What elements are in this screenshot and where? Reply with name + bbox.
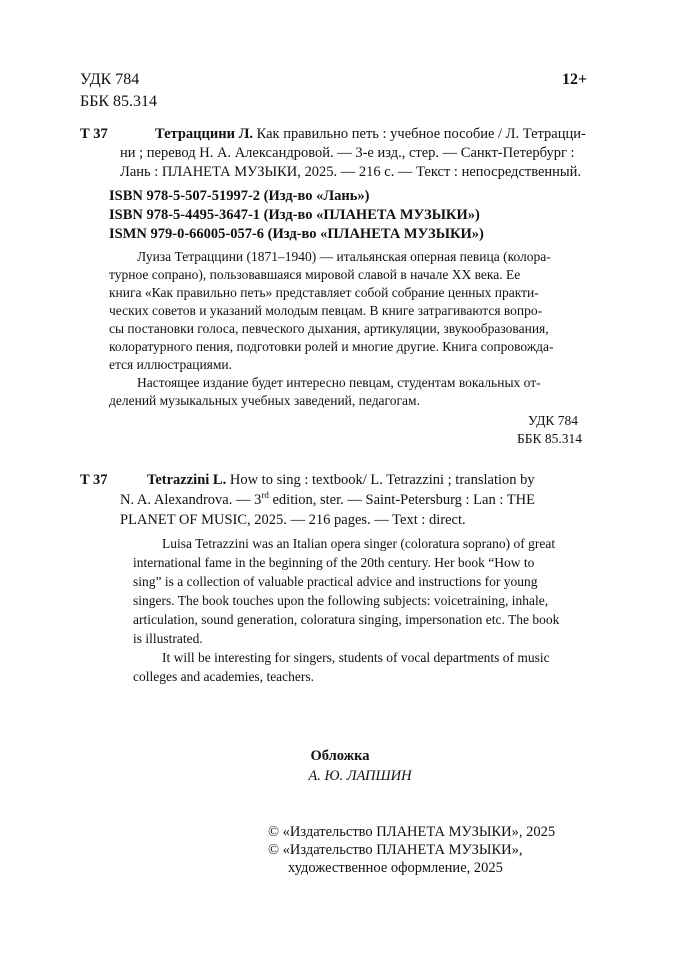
en-abstract-line: international fame in the beginning of the 20th century. Her book “How to (133, 555, 535, 570)
ru-abstract-line: сы постановки голоса, певческого дыхания, артикуляции, звукообразования, (109, 321, 549, 336)
en-abstract-line: sing” is a collection of valuable practical advice and instructions for young (133, 574, 538, 589)
en-abstract-line: singers. The book touches upon the following subjects: voicetraining, inhale, (133, 593, 549, 608)
ru-abstract-line: Луиза Тетраццини (1871–1940) — итальянская оперная певица (колора- (137, 249, 551, 264)
ru-abstract-line: делений музыкальных учебных заведений, педагогам. (109, 393, 420, 408)
header-udk: УДК 784 (80, 71, 140, 88)
ru-footer-bbk: ББК 85.314 (517, 431, 583, 446)
ru-abstract-line: книга «Как правильно петь» представляет собой собрание ценных практи- (109, 285, 539, 300)
copyright-line: художественное оформление, 2025 (288, 860, 503, 876)
en-abstract-line: articulation, sound generation, coloratura singing, impersonation etc. The book (133, 612, 560, 627)
en-abstract-line: Luisa Tetrazzini was an Italian opera singer (coloratura soprano) of great (162, 536, 556, 551)
isbn-planet: ISBN 978-5-4495-3647-1 (Изд-во «ПЛАНЕТА МУЗЫКИ») (109, 207, 480, 223)
en-entry-line2-sup: rd (261, 490, 269, 501)
ismn-planet: ISMN 979-0-66005-057-6 (Изд-во «ПЛАНЕТА МУЗЫКИ») (109, 226, 484, 242)
ru-entry-line1 (155, 124, 597, 144)
cover-label: Обложка (310, 748, 370, 764)
header-bbk: ББК 85.314 (80, 93, 158, 110)
isbn-lan: ISBN 978-5-507-51997-2 (Изд-во «Лань») (109, 188, 370, 204)
en-entry-author: Tetrazzini L. (147, 472, 227, 488)
en-abstract-line: is illustrated. (133, 631, 203, 646)
ru-abstract-line: турное сопрано), пользовавшаяся мировой славой в начале XX века. Ее (109, 267, 521, 282)
ru-abstract-line: ется иллюстрациями. (109, 357, 233, 372)
en-entry-line3: PLANET OF MUSIC, 2025. — 216 pages. — Text : direct. (120, 512, 466, 528)
en-abstract-line: colleges and academies, teachers. (133, 669, 315, 684)
ru-entry-title-line2: ни ; перевод Н. А. Александровой. — 3-е изд., стер. — Санкт-Петербург : (120, 145, 575, 161)
en-entry-line2-post: edition, ster. — Saint-Petersburg : Lan : THE (268, 492, 535, 508)
en-entry-line1 (147, 470, 535, 490)
ru-entry-code: Т 37 (80, 126, 108, 142)
ru-abstract-line: Настоящее издание будет интересно певцам, студентам вокальных от- (137, 375, 541, 390)
ru-entry-author: Тетраццини Л. (155, 126, 253, 142)
ru-entry-title-line1: Как правильно петь : учебное пособие / Л. Тетрацци- (256, 126, 586, 142)
en-abstract-line: It will be interesting for singers, students of vocal departments of music (162, 650, 550, 665)
cover-artist: А. Ю. ЛАПШИН (308, 768, 412, 784)
en-entry-line2 (120, 490, 535, 510)
ru-abstract-line: ческих советов и указаний молодым певцам. В книге затрагиваются вопро- (109, 303, 543, 318)
age-rating: 12+ (562, 71, 588, 88)
copyright-line: © «Издательство ПЛАНЕТА МУЗЫКИ», (268, 842, 523, 858)
ru-entry-title-line3: Лань : ПЛАНЕТА МУЗЫКИ, 2025. — 216 с. — Текст : непосредственный. (120, 164, 582, 180)
en-entry-code: T 37 (80, 472, 108, 488)
copyright-line: © «Издательство ПЛАНЕТА МУЗЫКИ», 2025 (268, 824, 556, 840)
en-entry-line1-rest: How to sing : textbook/ L. Tetrazzini ; translation by (229, 472, 535, 488)
ru-footer-udk: УДК 784 (528, 413, 579, 428)
ru-abstract-line: колоратурного пения, подготовки ролей и многие другие. Книга сопровожда- (109, 339, 554, 354)
en-entry-line2-pre: N. A. Alexandrova. — 3 (120, 492, 262, 508)
